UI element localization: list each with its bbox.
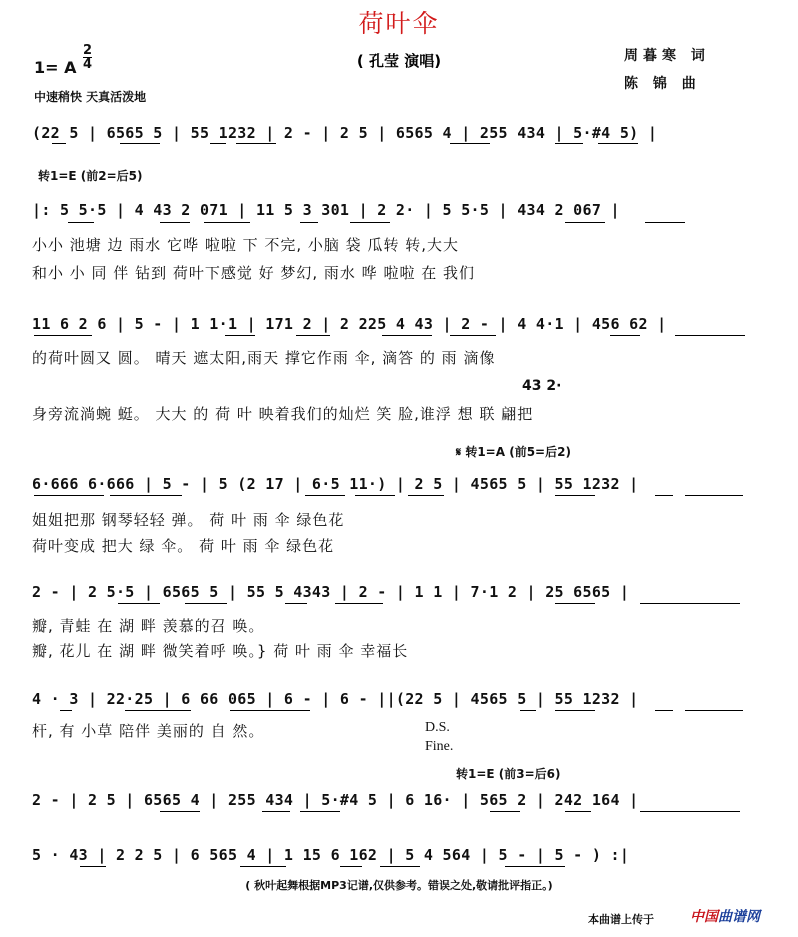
site-logo [690, 906, 760, 926]
upload-note: 本曲谱上传于 [588, 913, 654, 926]
grace-note-mark: 43 2· [522, 378, 562, 394]
transcription-note: ( 秋叶起舞根据MP3记谱,仅供参考。错误之处,敬请批评指正。) [245, 879, 553, 892]
score-line-7: 2 - | 2 5 | 6565 4 | 255 434 | 5·#4 5 | 6 16· | 565 2 | 242 164 | [32, 791, 639, 809]
score-line-1: (22 5 | 6565 5 | 55 1232 | 2 - | 2 5 | 6565 4 | 255 434 | 5·#4 5) | [32, 124, 658, 142]
modulation-mark-2: 𝄋 转1=A (前5=后2) [456, 445, 571, 459]
time-sig-bottom: 4 [83, 57, 93, 72]
lyric-line-6: 杆, 有 小草 陪伴 美丽的 自 然。 [32, 722, 265, 740]
lyric-line-2a: 小小 池塘 边 雨水 它哗 啦啦 下 不完, 小脑 袋 瓜转 转,大大 [32, 236, 459, 254]
score-line-5: 2 - | 2 5·5 | 6565 5 | 55 5 4343 | 2 - | 1 1 | 7·1 2 | 25 6565 | [32, 583, 630, 601]
score-line-6: 4 · 3 | 22·25 | 6 66 065 | 6 - | 6 - ||(22 5 | 4565 5 | 55 1232 | [32, 690, 639, 708]
time-sig-top: 2 [83, 43, 93, 58]
lyric-line-4a: 姐姐把那 钢琴轻轻 弹。 荷 叶 雨 伞 绿色花 [32, 511, 345, 529]
lyric-line-3a: 的荷叶圆又 圆。 晴天 遮太阳,雨天 撑它作雨 伞, 滴答 的 雨 滴像 [32, 349, 496, 367]
site-logo-part-a: 中国 [690, 909, 718, 925]
lyric-line-2b: 和小 小 同 伴 钻到 荷叶下感觉 好 梦幻, 雨水 哗 啦啦 在 我们 [32, 264, 475, 282]
site-logo-part-b: 曲谱网 [718, 909, 760, 925]
lyric-line-5b: 瓣, 花儿 在 湖 畔 微笑着呼 唤。} 荷 叶 雨 伞 幸福长 [32, 642, 409, 660]
time-signature [83, 44, 92, 71]
lyric-line-5a: 瓣, 青蛙 在 湖 畔 羡慕的召 唤。 [32, 617, 265, 635]
fine-mark: Fine. [425, 739, 454, 754]
score-line-2: |: 5 5·5 | 4 43 2 071 | 11 5 3 301 | 2 2· | 5 5·5 | 434 2 067 | [32, 201, 620, 219]
modulation-mark-1: 转1=E (前2=后5) [38, 169, 143, 183]
modulation-mark-3: 转1=E (前3=后6) [456, 767, 561, 781]
page-title: 荷叶伞 [358, 9, 440, 38]
lyricist-credit: 周暮寒 词 [624, 48, 710, 64]
da-segno-mark: D.S. [425, 720, 450, 735]
score-line-4: 6·666 6·666 | 5 - | 5 (2 17 | 6·5 11·) | 2 5 | 4565 5 | 55 1232 | [32, 475, 639, 493]
composer-credit: 陈 锦 曲 [624, 76, 701, 92]
score-line-8: 5 · 43 | 2 2 5 | 6 565 4 | 1 15 6 162 | 5 4 564 | 5 - | 5 - ) :| [32, 846, 630, 864]
lyric-line-4b: 荷叶变成 把大 绿 伞。 荷 叶 雨 伞 绿色花 [32, 537, 335, 555]
singer-credit: ( 孔莹 演唱) [356, 52, 442, 70]
score-line-3: 11 6 2 6 | 5 - | 1 1·1 | 171 2 | 2 225 4 43 | 2 - | 4 4·1 | 456 62 | [32, 315, 667, 333]
key-signature: 1= A [34, 58, 77, 77]
tempo-marking: 中速稍快 天真活泼地 [34, 90, 147, 104]
lyric-line-3b: 身旁流淌蜿 蜓。 大大 的 荷 叶 映着我们的灿烂 笑 脸,谁浮 想 联 翩把 [32, 405, 534, 423]
